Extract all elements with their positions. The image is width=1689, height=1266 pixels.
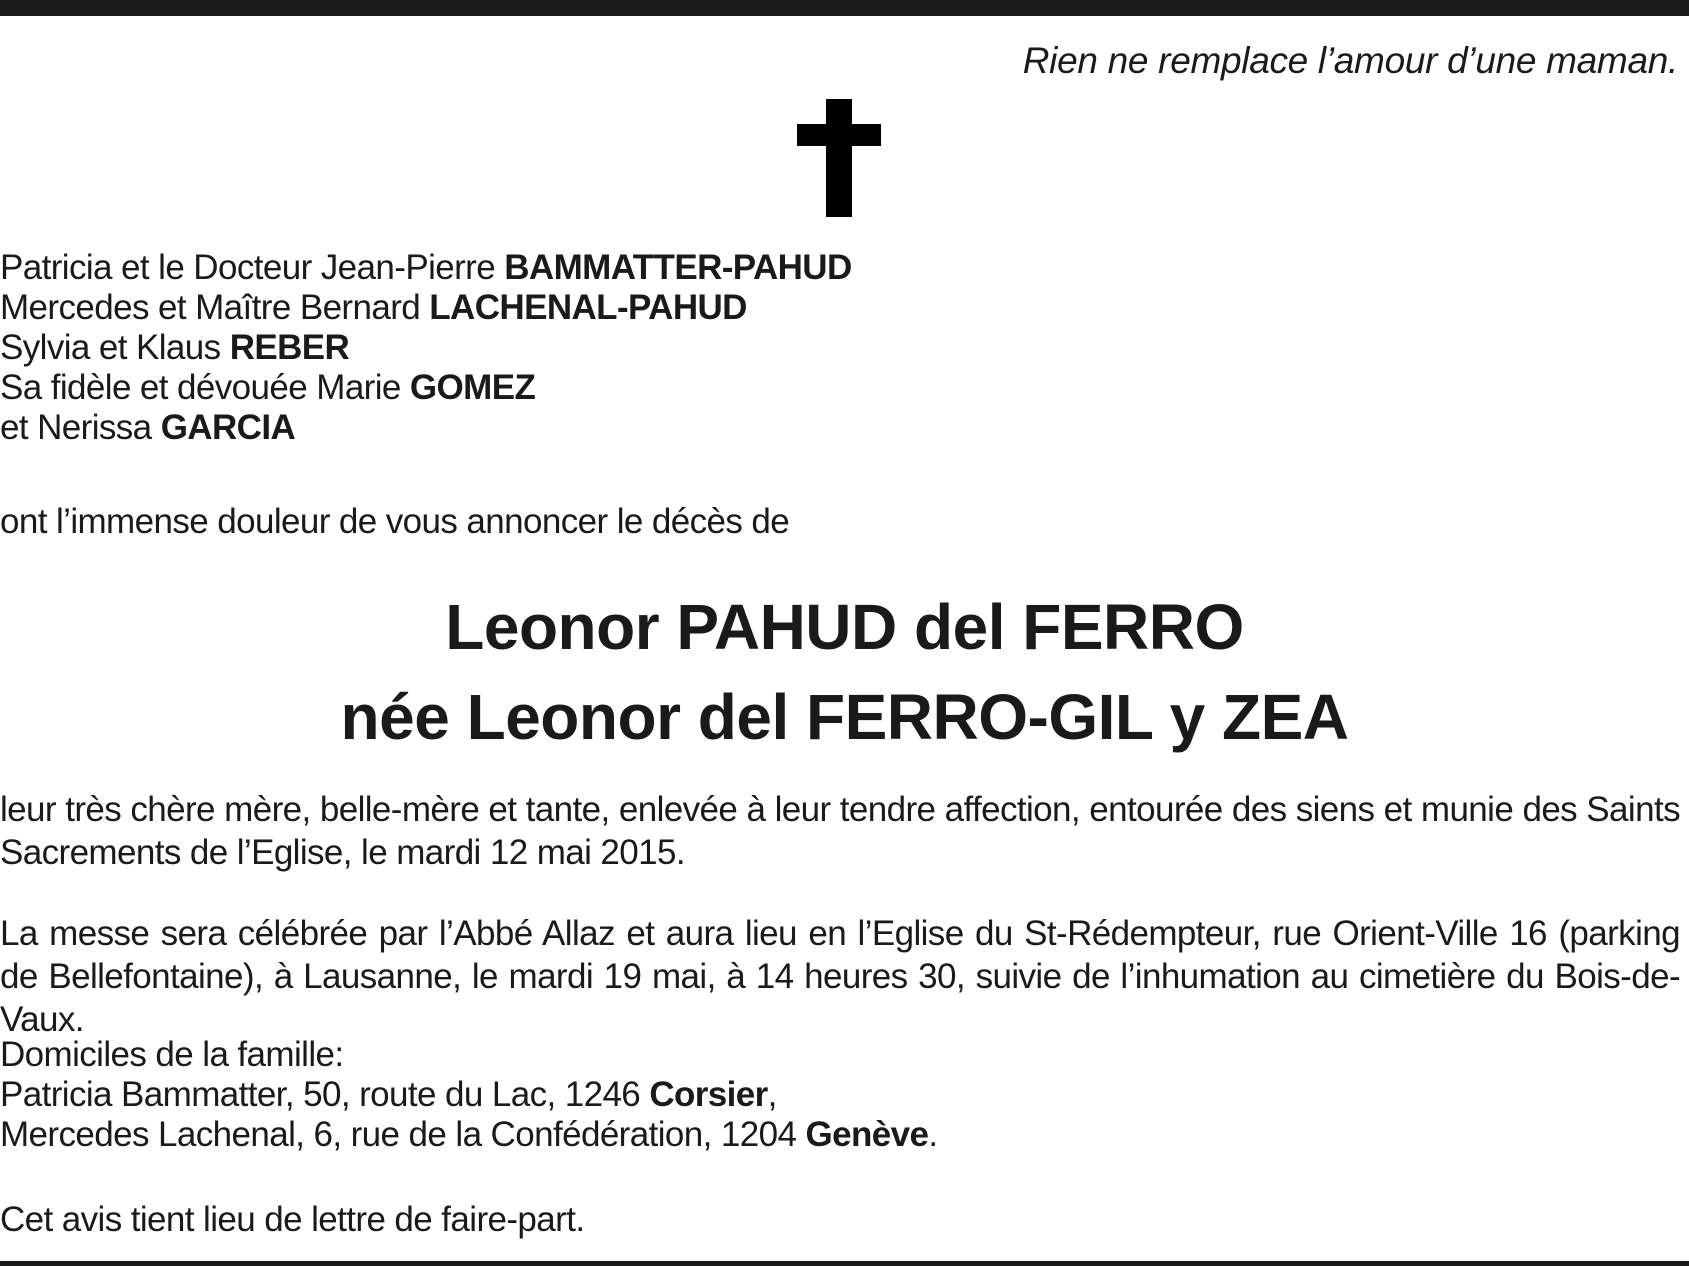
family-line — [0, 328, 349, 368]
family-line — [0, 288, 747, 328]
family-line-surname: REBER — [229, 328, 350, 367]
cross-vertical-bar — [826, 99, 852, 217]
funeral-details-paragraph: La messe sera célébrée par l’Abbé Allaz et aura lieu en l’Eglise du St-Rédempteur, rue Orient-Ville 16 (parking de Bellefontaine), à Lausanne, le mardi 19 mai, à 14 heures 30, suivie de l’inhumation au cimetière du Bois-de-Vaux. — [0, 914, 1680, 1039]
family-line-prefix: Mercedes et Maître Bernard — [0, 288, 430, 327]
family-line-surname: GOMEZ — [409, 368, 536, 407]
domicile-city: Genève — [805, 1115, 929, 1154]
top-border-rule — [0, 0, 1689, 16]
domicile-entry — [0, 1115, 937, 1155]
deceased-name: Leonor PAHUD del FERRO — [445, 591, 1244, 663]
bottom-border-rule — [0, 1261, 1689, 1266]
family-line-prefix: Patricia et le Docteur Jean-Pierre — [0, 248, 505, 287]
domiciles-heading: Domiciles de la famille: — [0, 1035, 344, 1074]
family-line-prefix: Sylvia et Klaus — [0, 328, 230, 367]
domicile-punctuation: , — [767, 1075, 777, 1114]
deceased-birth-name: née Leonor del FERRO-GIL y ZEA — [340, 681, 1349, 753]
family-line-surname: BAMMATTER-PAHUD — [504, 248, 852, 287]
domicile-address: Patricia Bammatter, 50, route du Lac, 1246 — [0, 1075, 650, 1114]
announcement-text: ont l’immense douleur de vous annoncer le décès de — [0, 502, 790, 541]
domicile-city: Corsier — [649, 1075, 768, 1114]
family-line-surname: GARCIA — [160, 408, 296, 447]
family-line — [0, 408, 295, 448]
domicile-address: Mercedes Lachenal, 6, rue de la Confédération, 1204 — [0, 1115, 806, 1154]
domicile-entry — [0, 1075, 777, 1115]
family-line-prefix: et Nerissa — [0, 408, 161, 447]
latin-cross-icon — [797, 99, 881, 217]
obituary-paragraph: leur très chère mère, belle-mère et tante, enlevée à leur tendre affection, entourée des siens et munie des Saints Sacrements de l’Eglise, le mardi 12 mai 2015. — [0, 790, 1680, 872]
family-line-surname: LACHENAL-PAHUD — [429, 288, 747, 327]
motto: Rien ne remplace l’amour d’une maman. — [1022, 40, 1678, 81]
family-line — [0, 368, 535, 408]
family-line-prefix: Sa fidèle et dévouée Marie — [0, 368, 410, 407]
closing-note: Cet avis tient lieu de lettre de faire-part. — [0, 1200, 585, 1239]
cross-horizontal-bar — [797, 124, 881, 146]
domicile-punctuation: . — [928, 1115, 938, 1154]
family-line — [0, 248, 852, 288]
